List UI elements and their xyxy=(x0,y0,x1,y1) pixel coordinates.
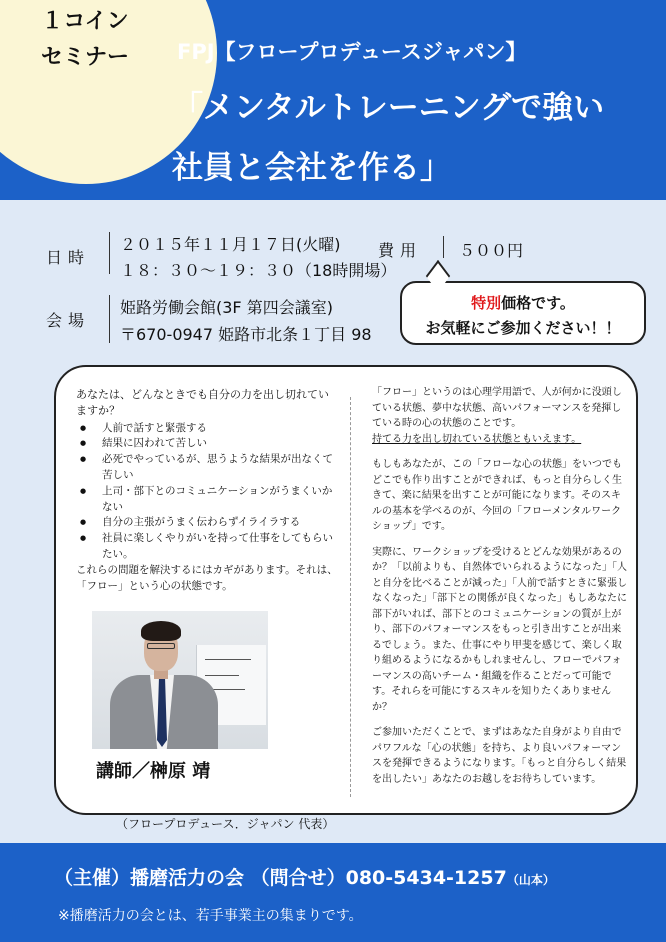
left-column xyxy=(76,387,338,594)
right-paragraph-1-text: 「フロー」というのは心理学用語で、人が何かに没頭している状態、夢中な状態、高いパフォーマンスを発揮している時の心の状態のことです。 xyxy=(372,387,622,429)
lecturer-name: 講師／榊原 靖 xyxy=(96,761,211,782)
list-item: ● 必死でやっているが、思うような結果が出なくて苦しい xyxy=(76,452,338,484)
right-paragraph-2: もしもあなたが、この「フローな心の状態」をいつでもどこでも作り出すことができれば、もっと自分らしく生きて、楽に結果を出すことが可能になります。そのスキルの基本を学べるのが、今回の「フローメンタルワークショップ」です。 xyxy=(372,459,622,532)
badge-line-2: １コイン xyxy=(41,9,129,34)
footer-contact-person: （山本） xyxy=(506,873,555,887)
footer-band xyxy=(0,843,666,942)
left-intro: あなたは、どんなときでも自分の力を出し切れていますか？ xyxy=(76,388,329,417)
date-line-2: １８：３０～１９：３０（18時開場） xyxy=(120,261,397,280)
venue-line-2: 〒670-0947 姫路市北条１丁目 98 xyxy=(120,325,372,344)
callout-line-1 xyxy=(402,292,644,313)
footer-note: ※播磨活力の会とは、若手事業主の集まりです。 xyxy=(58,908,363,924)
header-band xyxy=(0,0,666,200)
fee-divider xyxy=(443,236,444,258)
date-divider xyxy=(109,232,110,274)
callout-line-2: お気軽にご参加ください！！ xyxy=(425,319,621,337)
list-item: ● 結果に囚われて苦しい xyxy=(76,436,338,452)
left-outro: これらの問題を解決するにはカギがあります。それは、「フロー」という心の状態です。 xyxy=(76,563,338,592)
footer-main-text: （主催）播磨活力の会 （問合せ）080-5434-1257 xyxy=(54,867,507,889)
right-paragraph-4: ご参加いただくことで、まずはあなた自身がより自由でパワフルな「心の状態」を持ち、より良いパフォーマンスを発揮できるようになります。「もっと自分らしく結果を出したい」あなたのお越しをお待ちしています。 xyxy=(372,727,627,785)
footer-contact xyxy=(54,863,555,890)
fee-label: 費用 xyxy=(378,241,423,260)
list-item: ● 人前で話すと緊張する xyxy=(76,421,338,437)
list-item: ● 自分の主張がうまく伝わらずイライラする xyxy=(76,515,338,531)
right-column xyxy=(372,385,630,797)
main-title-line-1: 「メンタルトレーニングで強い xyxy=(172,90,605,126)
right-paragraph-1-underline: 持てる力を出し切れている状態ともいえます。 xyxy=(372,433,582,445)
list-item: ● 上司・部下とのコミュニケーションがうまくいかない xyxy=(76,484,338,516)
date-label: 日時 xyxy=(46,248,91,267)
badge-line-3: セミナー xyxy=(40,45,129,70)
list-item: ● 社員に楽しくやりがいを持って仕事をしてもらいたい。 xyxy=(76,531,338,563)
lecturer-role: （フロープロデュース．ジャパン 代表） xyxy=(116,817,335,831)
lecturer-photo xyxy=(92,611,268,749)
venue-line-1: 姫路労働会館(3F 第四会議室) xyxy=(120,298,333,317)
column-divider xyxy=(350,397,351,797)
main-title-line-2: 社員と会社を作る」 xyxy=(172,150,451,186)
date-line-1: ２０１５年１１月１７日(火曜) xyxy=(120,235,341,254)
venue-label: 会場 xyxy=(46,311,91,330)
callout-highlight: 特別 xyxy=(471,294,502,312)
callout-line-1-rest: 価格です。 xyxy=(501,294,575,312)
venue-divider xyxy=(109,295,110,343)
right-paragraph-1 xyxy=(372,385,630,447)
organizer-title: FPJ【フロープロデュースジャパン】 xyxy=(177,40,527,64)
content-box xyxy=(54,365,638,815)
fee-value: ５００円 xyxy=(459,241,524,260)
problem-list xyxy=(76,421,338,563)
right-paragraph-3: 実際に、ワークショップを受けるとどんな効果があるのか？「以前よりも、自然体でいられるようになった」「人と自分を比べることが減った」「人前で話すときに緊張しなくなった」「部下との関係が良くなった」もしあなたに部下がいれば、部下とのコミュニケーションの質が上がり、部下のパフォーマンスをもっと引き出すことが出来るでしょう。また、仕事にやり甲斐を感じて、楽しく取り組めるようになるかもしれませんし、フローでパフォーマンスの高いチーム・組織を作ることだって可能です。それらを可能にするスキルを知りたくありませんか？ xyxy=(372,546,627,713)
